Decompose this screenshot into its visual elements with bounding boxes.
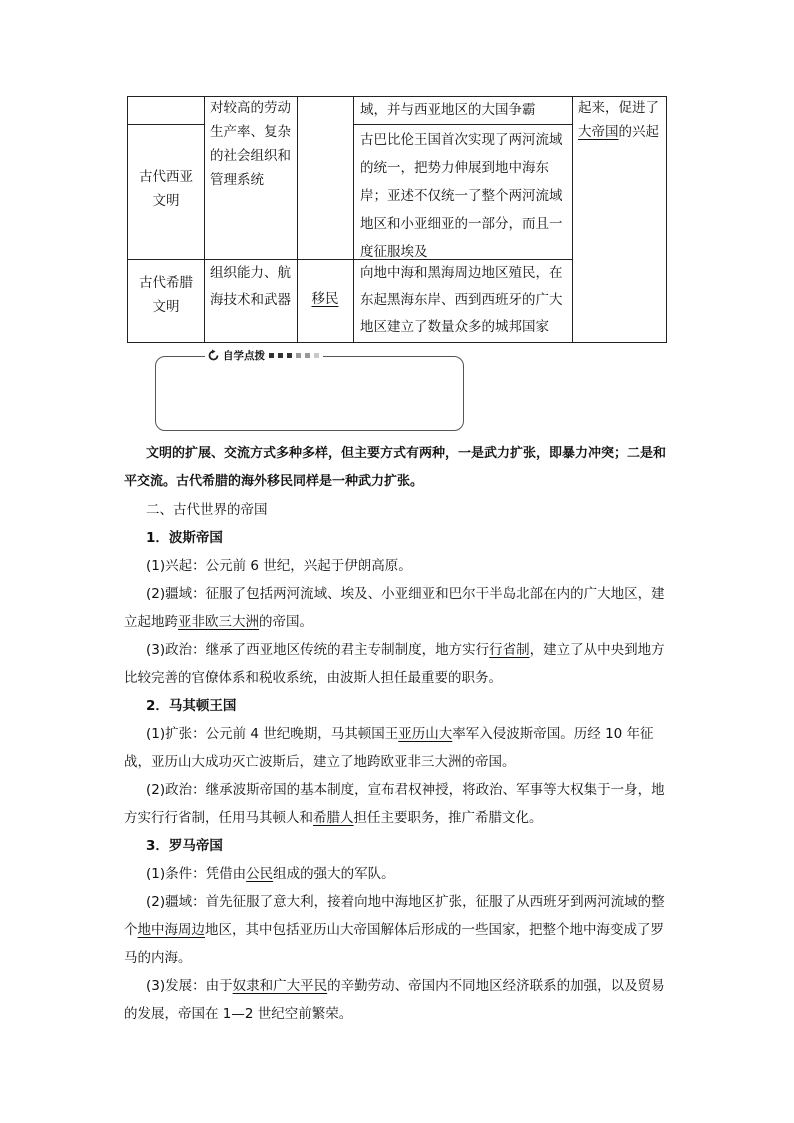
table-line: [127, 124, 204, 125]
cell-result-underlined: 大帝国: [578, 124, 619, 140]
cell-west-asia-name: 古代西亚文明: [139, 169, 193, 209]
rome-development-post: 的辛勤劳动、帝国内不同地区经济联系的加强，以及贸易的发展，帝国在 1—2 世纪空前繁荣。: [124, 978, 665, 1022]
table-line: [204, 96, 205, 343]
table-border-bottom: [127, 342, 666, 343]
macedon-expansion-pre: (1)扩张：公元前 4 世纪晚期，马其顿国王: [146, 726, 399, 742]
macedon-politics-underlined: 希腊人: [313, 810, 354, 826]
macedon-expansion-post: 率军入侵波斯帝国。历经 10 年征战，亚历山大成功灭亡波斯后，建立了地跨欧亚非三大洲的帝国。: [124, 726, 654, 770]
persia-territory: [124, 580, 672, 636]
self-study-notes-box: [155, 356, 464, 431]
macedon-politics-pre: (2)政治：继承波斯帝国的基本制度，宣布君权神授，将政治、军事等大权集于一身，地方实行行省制，任用马其顿人和: [124, 782, 665, 826]
table-line: [127, 96, 128, 343]
rome-territory-pre: (2)疆域：首先征服了意大利，接着向地中海地区扩张，征服了从西班牙到两河流域的整个: [124, 894, 665, 938]
rome-territory-post: 地区，其中包括亚历山大帝国解体后形成的一些国家，把整个地中海变成了罗马的内海。: [124, 922, 664, 966]
self-study-label-text: 自学点拨: [223, 349, 265, 362]
rome-development-underlined: 奴隶和广大平民: [232, 978, 328, 994]
cell-west-asia-expansion: 古巴比伦王国首次实现了两河流域的统一，把势力伸展到地中海东岸；亚述不仅统一了整个两河流域地区和小亚细亚的一部分，而且一度征服埃及: [360, 132, 563, 260]
decor-square: [296, 353, 301, 358]
persia-territory-post: 的帝国。: [259, 614, 313, 630]
rome-development: [124, 972, 672, 1028]
rome-condition: [124, 860, 672, 888]
cell-result-post: 的兴起: [618, 124, 659, 140]
cell-greece-foundation: 组织能力、航海技术和武器: [210, 265, 291, 308]
self-study-label: [205, 347, 323, 363]
refresh-arrow-icon: [207, 349, 220, 362]
table-line: [572, 96, 573, 343]
persia-rise: (1)兴起：公元前 6 世纪，兴起于伊朗高原。: [146, 558, 412, 574]
decor-square: [278, 353, 283, 358]
persia-politics-post: ，建立了从中央到地方比较完善的官僚体系和税收系统，由波斯人担任最重要的职务。: [124, 642, 665, 686]
decor-square: [314, 353, 319, 358]
cell-greece-method: [297, 287, 353, 311]
cell-greece-expansion: 向地中海和黑海周边地区殖民，在东起黑海东岸、西到西班牙的广大地区建立了数量众多的城邦国家: [360, 265, 563, 335]
cell-result-pre: 起来，促进了: [578, 100, 659, 116]
macedon-politics: [124, 776, 672, 832]
subheading-persia: 1．波斯帝国: [146, 530, 223, 546]
table-line: [353, 96, 354, 343]
cell-result: [578, 96, 664, 144]
persia-politics-pre: (3)政治：继承了西亚地区传统的君主专制制度，地方实行: [146, 642, 490, 658]
section-heading: 二、古代世界的帝国: [146, 502, 268, 518]
key-point-paragraph: 文明的扩展、交流方式多种多样，但主要方式有两种，一是武力扩张，即暴力冲突；二是和平交流。古代希腊的海外移民同样是一种武力扩张。: [124, 446, 667, 489]
rome-condition-underlined: 公民: [246, 866, 274, 882]
cell-foundation-west-asia: 对较高的劳动生产率、复杂的社会组织和管理系统: [210, 100, 291, 188]
persia-territory-underlined: 亚非欧三大洲: [178, 614, 259, 630]
macedon-expansion-underlined: 亚历山大: [398, 726, 453, 742]
decor-square: [269, 353, 274, 358]
rome-territory-underlined: 地中海周边: [137, 922, 205, 938]
subheading-rome: 3．罗马帝国: [146, 838, 223, 854]
rome-development-pre: (3)发展：由于: [146, 978, 233, 994]
table-line: [353, 124, 572, 125]
rome-condition-pre: (1)条件：凭借由: [146, 866, 247, 882]
persia-politics-underlined: 行省制: [489, 642, 530, 658]
cell-greece-method-text: 移民: [311, 291, 339, 307]
table-line: [666, 96, 667, 343]
decor-square: [287, 353, 292, 358]
subheading-macedon: 2．马其顿王国: [146, 698, 237, 714]
decor-square: [305, 353, 310, 358]
rome-condition-post: 组成的强大的军队。: [273, 866, 395, 882]
persia-territory-pre: (2)疆域：征服了包括两河流域、埃及、小亚细亚和巴尔干半岛北部在内的广大地区，建立起地跨: [124, 586, 665, 630]
cell-greece-name: 古代希腊文明: [139, 275, 193, 315]
macedon-politics-post: 担任主要职务，推广希腊文化。: [353, 810, 543, 826]
macedon-expansion: [124, 720, 672, 776]
cell-expansion-cont: 域，并与西亚地区的大国争霸: [360, 102, 536, 118]
persia-politics: [124, 636, 672, 692]
rome-territory: [124, 888, 672, 972]
